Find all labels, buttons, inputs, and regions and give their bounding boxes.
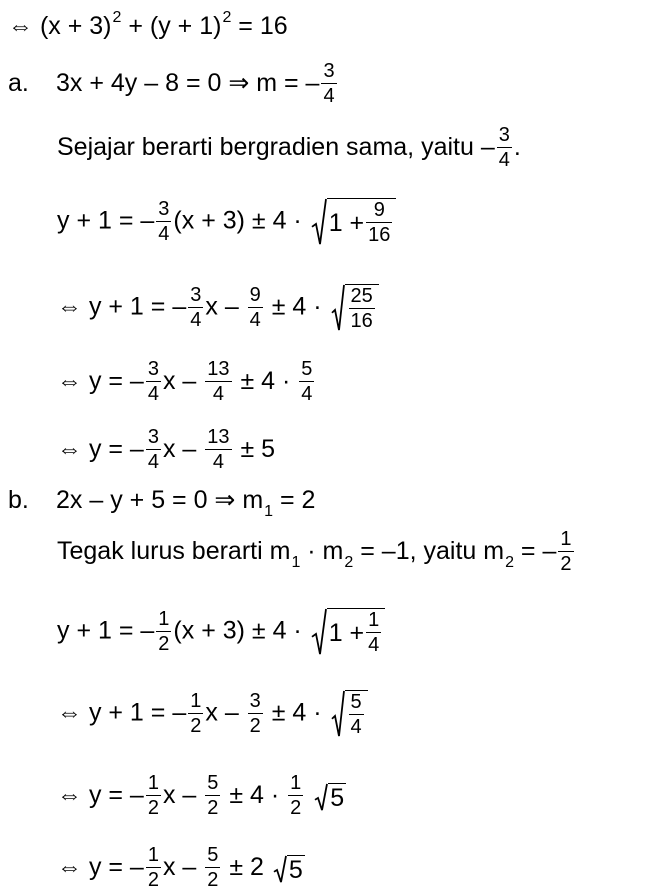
fraction	[146, 845, 161, 890]
term-y: + (y + 1)	[121, 12, 222, 40]
denominator: 2	[560, 553, 572, 575]
radical-sign	[311, 608, 327, 656]
denominator: 4	[498, 149, 510, 171]
numerator: 25	[350, 285, 373, 307]
part-b-sentence	[57, 530, 576, 575]
expr: 1 +	[328, 209, 365, 237]
part-a-step-2	[57, 284, 379, 332]
denominator: 2	[290, 797, 302, 819]
fraction	[366, 200, 392, 245]
expr: y + 1 = –	[57, 616, 155, 645]
expr: ⇔ y = –	[57, 853, 144, 882]
part-a-step-4	[57, 428, 275, 473]
numerator: 3	[190, 283, 202, 306]
numerator: 3	[147, 358, 159, 380]
numerator: 5	[350, 691, 362, 713]
fraction	[248, 691, 263, 736]
numerator: 3	[147, 426, 159, 448]
denominator: 4	[158, 222, 170, 245]
fraction	[288, 773, 303, 818]
exponent: 2	[222, 9, 232, 26]
numerator: 1	[560, 528, 572, 550]
numerator: 5	[207, 844, 219, 866]
part-b-step-1	[57, 608, 385, 656]
denominator: 2	[207, 869, 219, 891]
radical-sign	[331, 690, 345, 738]
numerator: 13	[207, 426, 230, 448]
square-root	[331, 690, 368, 738]
numerator: 9	[373, 199, 385, 221]
part-a-sentence	[57, 126, 521, 171]
denominator: 4	[147, 383, 159, 405]
expr: = 2	[273, 486, 316, 514]
part-b-step-4	[57, 846, 305, 891]
expr: ± 2	[222, 853, 264, 882]
part-b-step-2	[57, 690, 368, 738]
fraction	[146, 427, 161, 472]
square-root	[311, 198, 397, 246]
square-root	[273, 855, 305, 883]
expr: ± 4 ·	[264, 292, 329, 321]
subscript: 1	[291, 554, 301, 572]
denominator: 4	[301, 383, 313, 405]
expr: x –	[162, 781, 204, 810]
subscript: 2	[344, 554, 354, 572]
denominator: 4	[249, 308, 261, 331]
expr: x –	[205, 698, 246, 727]
fraction	[299, 359, 314, 404]
expr: = –1, yaitu m	[353, 537, 505, 566]
expr: (x + 3) ± 4 ·	[173, 206, 309, 235]
expr: ± 4 ·	[264, 698, 329, 727]
numerator: 1	[147, 772, 159, 794]
radicand: 5	[330, 783, 345, 812]
fraction	[188, 285, 203, 330]
fraction	[205, 845, 220, 890]
numerator: 3	[249, 689, 261, 712]
subscript: 2	[505, 554, 514, 572]
expr: ⇔ y = –	[57, 435, 144, 464]
fraction	[558, 529, 573, 574]
numerator: 1	[290, 772, 302, 794]
fraction	[248, 285, 263, 330]
sentence-text: Tegak lurus berarti m	[57, 537, 291, 566]
part-a-step-3	[57, 360, 316, 405]
radical-sign	[331, 284, 345, 332]
expr: ± 5	[233, 435, 276, 464]
fraction	[497, 125, 512, 170]
denominator: 4	[147, 451, 159, 473]
numerator: 3	[158, 197, 170, 220]
part-a-header	[8, 62, 339, 107]
part-b-header	[8, 486, 316, 520]
fraction	[156, 199, 171, 244]
expr: ⇔ y + 1 = –	[57, 698, 187, 727]
radicand: 5	[288, 855, 303, 884]
denominator: 16	[350, 310, 373, 332]
fraction	[349, 692, 364, 737]
iff-symbol: ⇔	[8, 12, 33, 40]
fraction	[205, 773, 220, 818]
line-equation: 3x + 4y – 8 = 0 ⇒ m = –	[56, 69, 320, 98]
numerator: 3	[498, 124, 510, 146]
denominator: 2	[147, 869, 159, 891]
expr: = –	[513, 537, 557, 566]
term-x: (x + 3)	[39, 12, 112, 40]
numerator: 13	[207, 358, 230, 380]
part-a-step-1	[57, 198, 396, 246]
fraction	[366, 610, 381, 655]
denominator: 2	[207, 797, 219, 819]
numerator: 5	[207, 772, 219, 794]
fraction	[146, 773, 161, 818]
fraction	[349, 286, 375, 331]
denominator: 4	[190, 308, 202, 331]
expr: 1 +	[328, 619, 365, 647]
numerator: 1	[147, 844, 159, 866]
fraction	[205, 359, 231, 404]
part-label: a.	[8, 69, 29, 98]
square-root	[331, 284, 379, 332]
line-equation: 2x – y + 5 = 0 ⇒ m	[56, 486, 264, 514]
expr: x –	[162, 435, 204, 464]
fraction	[146, 359, 161, 404]
expr: ⇔ y = –	[57, 367, 144, 396]
numerator: 1	[368, 609, 380, 631]
part-label: b.	[8, 486, 29, 514]
radical-sign	[311, 198, 327, 246]
expr: ± 4 ·	[233, 367, 298, 396]
denominator: 2	[147, 797, 159, 819]
denominator: 4	[350, 716, 362, 738]
expr: (x + 3) ± 4 ·	[173, 616, 309, 645]
numerator: 9	[249, 283, 261, 306]
square-root	[311, 608, 386, 656]
exponent: 2	[112, 9, 122, 26]
numerator: 3	[323, 60, 335, 82]
fraction	[188, 691, 203, 736]
radical-sign	[273, 855, 287, 883]
denominator: 4	[205, 381, 231, 404]
denominator: 2	[249, 714, 261, 737]
subscript: 1	[264, 503, 274, 520]
fraction	[156, 609, 171, 654]
expr: x –	[162, 853, 204, 882]
expr: ⇔ y = –	[57, 781, 144, 810]
denominator: 4	[368, 634, 380, 656]
fraction	[205, 427, 231, 472]
expr: x –	[162, 367, 204, 396]
term-rhs: = 16	[231, 12, 288, 40]
square-root	[314, 783, 346, 811]
expr: ⇔ y + 1 = –	[57, 292, 187, 321]
fraction	[321, 61, 336, 106]
sentence-text: Sejajar berarti bergradien sama, yaitu –	[57, 133, 495, 162]
numerator: 1	[190, 689, 202, 712]
expr: x –	[205, 292, 246, 321]
denominator: 4	[205, 449, 231, 472]
expr: · m	[300, 537, 344, 566]
denominator: 4	[323, 85, 335, 107]
numerator: 1	[158, 607, 170, 630]
denominator: 16	[368, 224, 391, 246]
denominator: 2	[158, 632, 170, 655]
numerator: 5	[301, 358, 313, 380]
period: .	[513, 133, 521, 162]
expr: ± 4 ·	[222, 781, 287, 810]
part-b-step-3	[57, 774, 346, 819]
expr: y + 1 = –	[57, 206, 155, 235]
equation-circle	[8, 9, 288, 40]
radical-sign	[314, 783, 328, 811]
denominator: 2	[190, 714, 202, 737]
